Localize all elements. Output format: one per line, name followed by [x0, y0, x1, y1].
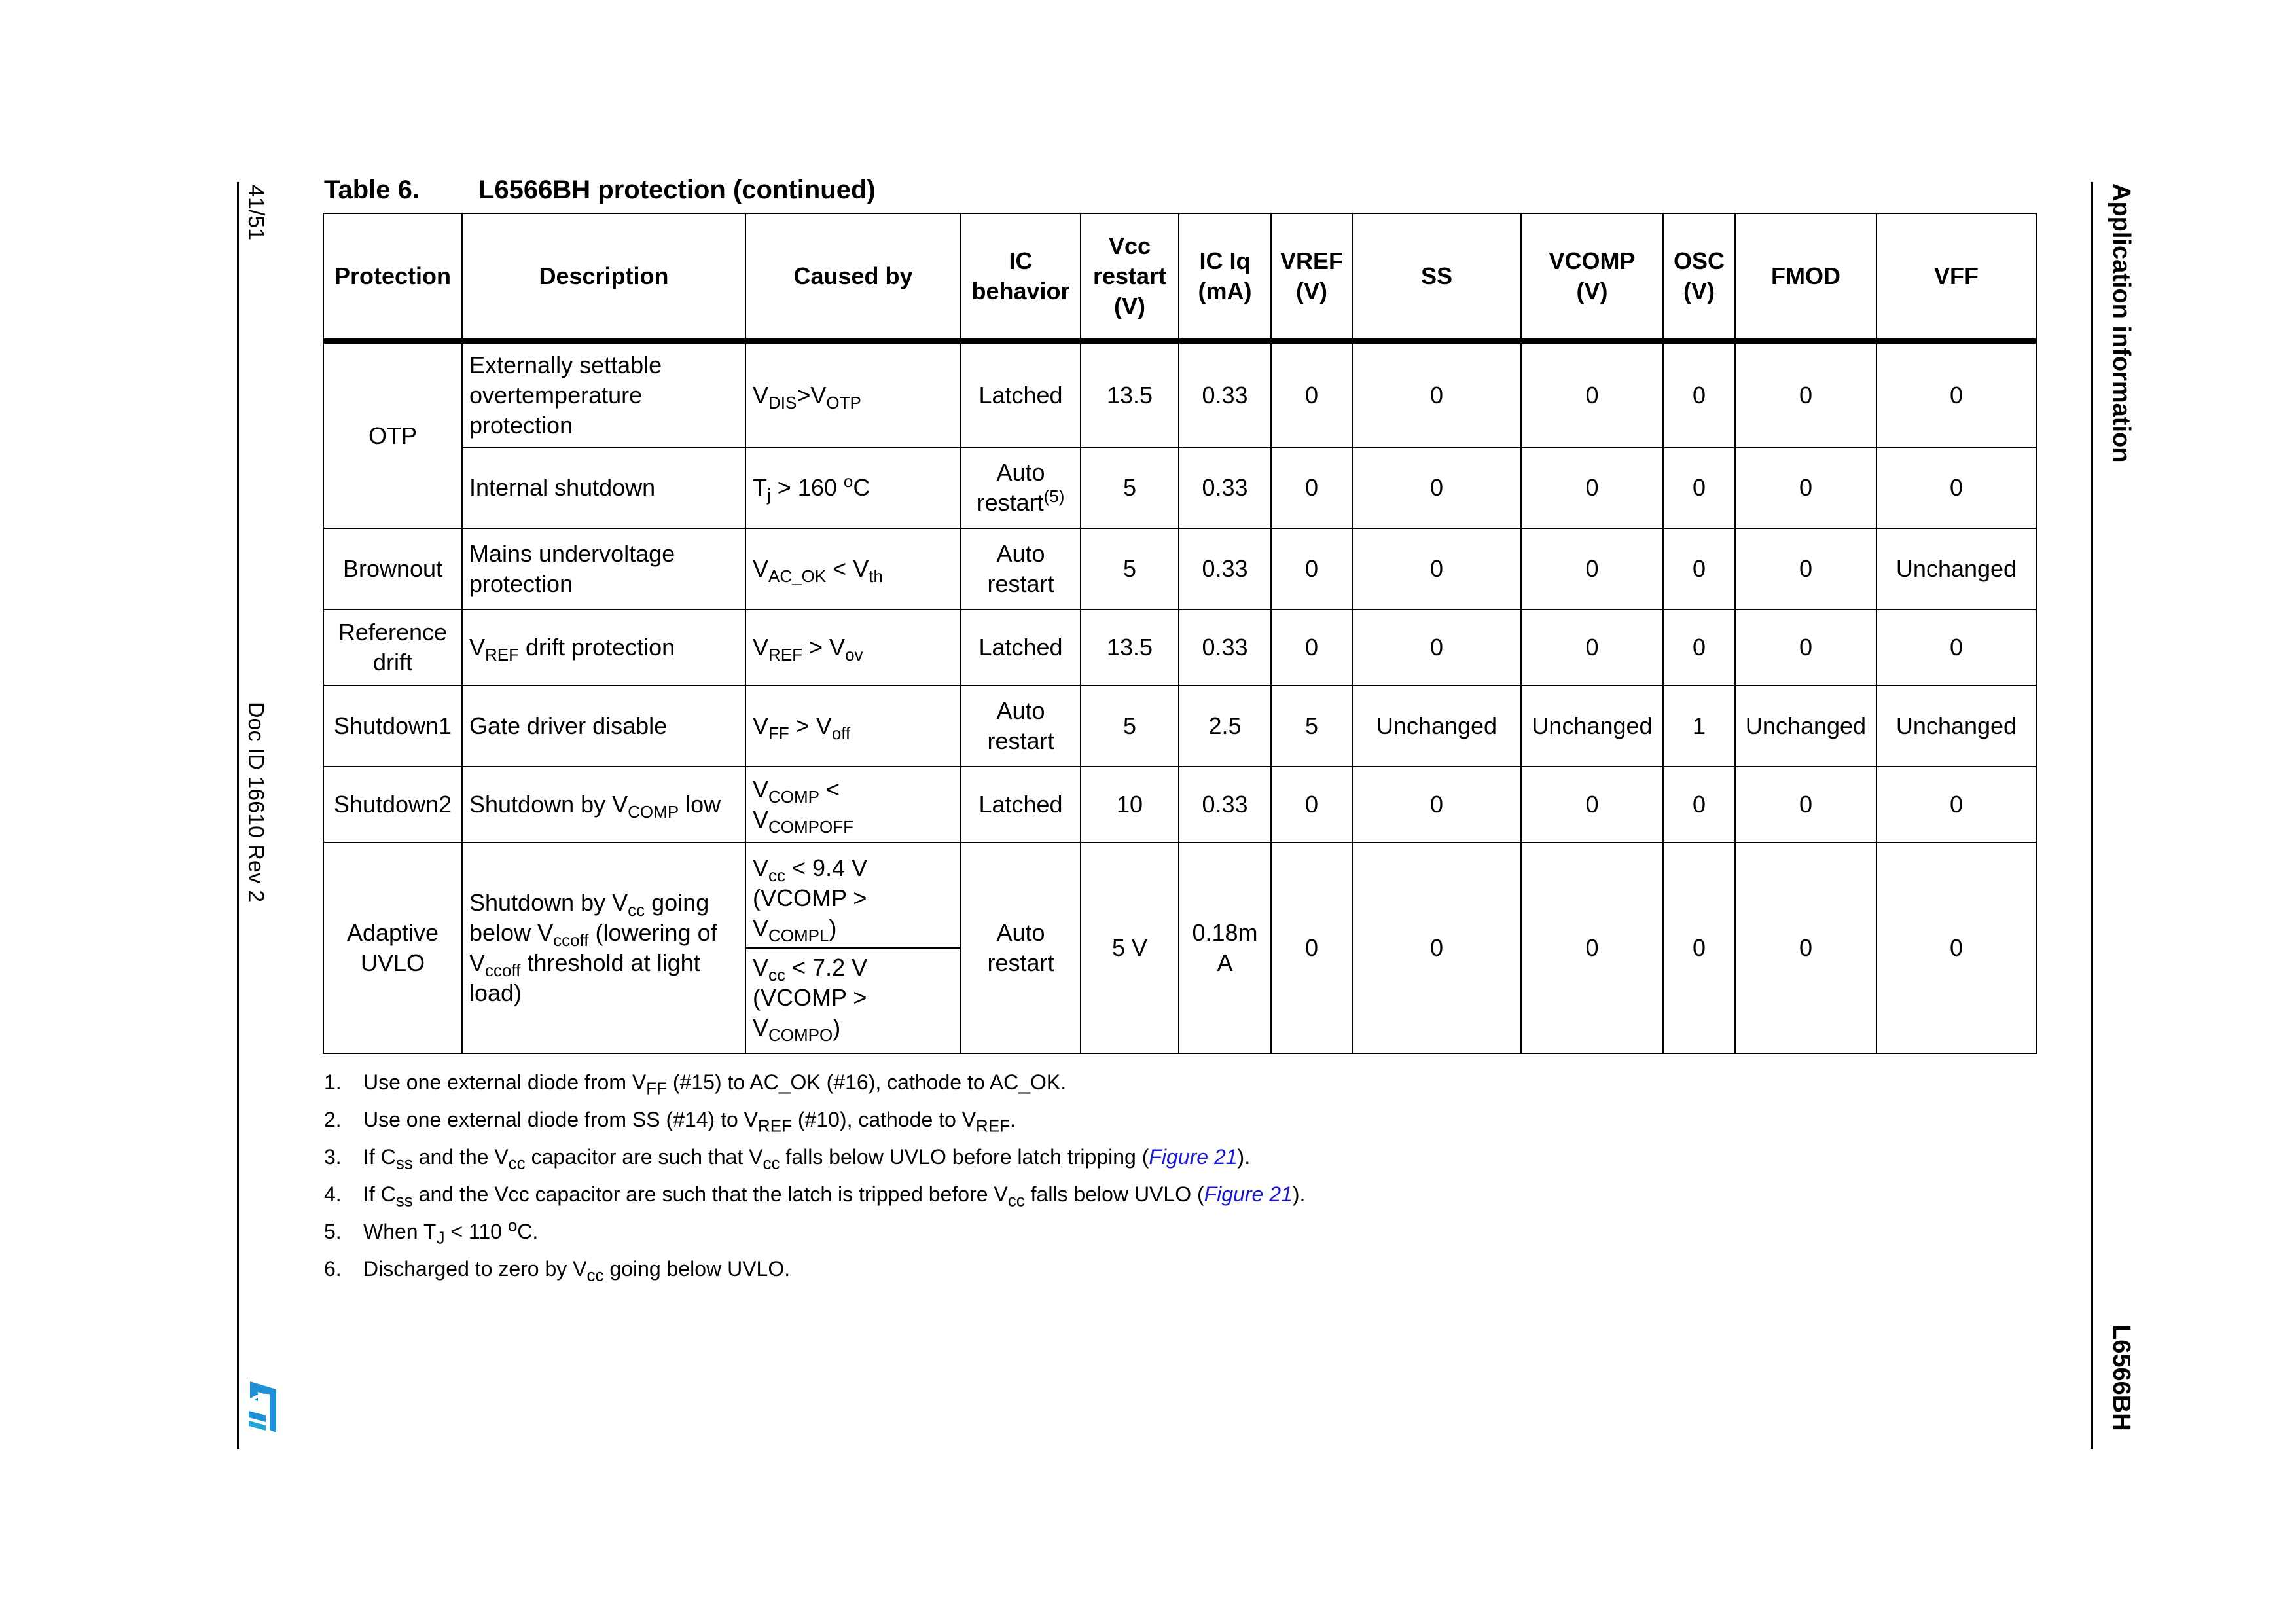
figure-21-link[interactable]: Figure 21 — [1149, 1145, 1238, 1169]
cell-vcomp: 0 — [1521, 843, 1663, 1053]
protection-table — [323, 213, 2037, 1054]
cell-vff: 0 — [1876, 767, 2036, 843]
cell-vref: 0 — [1271, 610, 1352, 685]
cell-description: Gate driver disable — [462, 685, 745, 767]
cell-osc: 0 — [1663, 528, 1735, 610]
footnote-6: 6. Discharged to zero by $V_{cc}$ going below UVLO. — [324, 1257, 791, 1285]
table-row — [323, 447, 2036, 528]
cell-ss: 0 — [1352, 447, 1521, 528]
cell-protection: Brownout — [323, 528, 462, 610]
cell-fmod: 0 — [1735, 767, 1876, 843]
cell-vcomp: 0 — [1521, 610, 1663, 685]
cell-description: Shutdown by $V_{COMP}$ low — [462, 767, 745, 843]
cell-osc: 0 — [1663, 843, 1735, 1053]
cell-ic-behavior: Latched — [961, 341, 1081, 447]
footnote-5: 5. When $T_J < 110$ $^o$C. — [324, 1215, 539, 1248]
header-ic-iq: IC Iq (mA) — [1179, 213, 1271, 341]
cell-vcc-restart: 5 V — [1081, 843, 1179, 1053]
cell-vcomp: 0 — [1521, 447, 1663, 528]
cell-ic-iq: 0.33 — [1179, 447, 1271, 528]
cell-vff: 0 — [1876, 341, 2036, 447]
cell-ic-iq: 0.33 — [1179, 610, 1271, 685]
cell-vcc-restart: 5 — [1081, 685, 1179, 767]
cell-protection: Shutdown2 — [323, 767, 462, 843]
cell-ic-iq: 0.18mA — [1179, 843, 1271, 1053]
header-caused-by: Caused by — [745, 213, 961, 341]
caused-by-condition-1: $V_{cc} < 9.4$ V (VCOMP > $V_{COMPL}$) — [746, 849, 960, 949]
cell-fmod: 0 — [1735, 528, 1876, 610]
cell-vref: 5 — [1271, 685, 1352, 767]
cell-caused-by: $V_{REF} > V_{ov}$ — [745, 610, 961, 685]
cell-caused-by: $V_{DIS}>V_{OTP}$ — [745, 341, 961, 447]
header-protection: Protection — [323, 213, 462, 341]
footnotes — [324, 1064, 1305, 1288]
cell-vcc-restart: 10 — [1081, 767, 1179, 843]
cell-protection: Shutdown1 — [323, 685, 462, 767]
cell-ss: Unchanged — [1352, 685, 1521, 767]
cell-vref: 0 — [1271, 528, 1352, 610]
table-row — [323, 843, 2036, 1053]
cell-vcomp: Unchanged — [1521, 685, 1663, 767]
cell-caused-by — [745, 843, 961, 1053]
cell-vff: 0 — [1876, 843, 2036, 1053]
cell-ic-iq: 0.33 — [1179, 767, 1271, 843]
table-title: L6566BH protection (continued) — [478, 175, 876, 204]
cell-ic-iq: 0.33 — [1179, 528, 1271, 610]
cell-ss: 0 — [1352, 528, 1521, 610]
header-vcc-restart: Vcc restart (V) — [1081, 213, 1179, 341]
page-number: 41/51 — [243, 185, 268, 241]
header-vcomp: VCOMP (V) — [1521, 213, 1663, 341]
cell-ic-behavior: Auto restart — [961, 528, 1081, 610]
cell-description: Internal shutdown — [462, 447, 745, 528]
header-row — [323, 213, 2036, 341]
cell-fmod: 0 — [1735, 610, 1876, 685]
table-row — [323, 610, 2036, 685]
cell-vref: 0 — [1271, 843, 1352, 1053]
cell-osc: 0 — [1663, 610, 1735, 685]
header-osc: OSC (V) — [1663, 213, 1735, 341]
cell-vff: Unchanged — [1876, 685, 2036, 767]
cell-ic-behavior: Latched — [961, 610, 1081, 685]
cell-vcc-restart: 5 — [1081, 447, 1179, 528]
product-name: L6566BH — [2108, 1324, 2135, 1431]
cell-ic-behavior: Latched — [961, 767, 1081, 843]
doc-id: Doc ID 16610 Rev 2 — [243, 702, 268, 903]
cell-caused-by: $T_j > 160$ $^o$C — [745, 447, 961, 528]
cell-protection: Adaptive UVLO — [323, 843, 462, 1053]
footnote-4: 4. If $C_{ss}$ and the Vcc capacitor are such that the latch is tripped before $V_{cc}$ falls below UVLO (Figure 21). — [324, 1182, 1306, 1211]
cell-ss: 0 — [1352, 767, 1521, 843]
cell-osc: 0 — [1663, 447, 1735, 528]
caused-by-condition-2: $V_{cc} < 7.2$ V (VCOMP > $V_{COMPO}$) — [753, 954, 868, 1046]
section-title: Application information — [2108, 183, 2135, 463]
cell-protection: OTP — [323, 341, 462, 528]
table-number: Table 6. — [324, 175, 420, 204]
cell-ss: 0 — [1352, 843, 1521, 1053]
footnote-ref[interactable]: (5) — [1043, 486, 1065, 506]
cell-description: $V_{REF}$ drift protection — [462, 610, 745, 685]
table-row — [323, 341, 2036, 447]
cell-vcc-restart: 13.5 — [1081, 341, 1179, 447]
cell-fmod: 0 — [1735, 447, 1876, 528]
header-vref: VREF (V) — [1271, 213, 1352, 341]
cell-vref: 0 — [1271, 341, 1352, 447]
footnote-2: 2. Use one external diode from SS (#14) to $V_{REF}$ (#10), cathode to $V_{REF}$. — [324, 1108, 1016, 1136]
cell-ic-behavior: Auto restart — [961, 843, 1081, 1053]
cell-fmod: 0 — [1735, 843, 1876, 1053]
cell-vcomp: 0 — [1521, 767, 1663, 843]
header-ss: SS — [1352, 213, 1521, 341]
cell-ic-behavior: Auto restart — [961, 685, 1081, 767]
cell-vff: Unchanged — [1876, 528, 2036, 610]
figure-21-link[interactable]: Figure 21 — [1204, 1182, 1293, 1206]
right-margin-rule — [2091, 182, 2093, 1449]
footnote-3: 3. If $C_{ss}$ and the $V_{cc}$ capacitor are such that $V_{cc}$ falls below UVLO before latch tripping (Figure 21). — [324, 1145, 1251, 1173]
cell-ss: 0 — [1352, 610, 1521, 685]
cell-vcc-restart: 13.5 — [1081, 610, 1179, 685]
cell-caused-by: $V_{AC\_OK} < V_{th}$ — [745, 528, 961, 610]
cell-ic-iq: 2.5 — [1179, 685, 1271, 767]
cell-vcomp: 0 — [1521, 528, 1663, 610]
cell-description: Externally settable overtemperature protection — [462, 341, 745, 447]
st-logo-icon — [243, 1375, 284, 1437]
cell-vref: 0 — [1271, 767, 1352, 843]
cell-osc: 0 — [1663, 767, 1735, 843]
header-description: Description — [462, 213, 745, 341]
cell-description: Shutdown by $V_{cc}$ going below $V_{ccoff}$ (lowering of $V_{ccoff}$ threshold at light load) — [462, 843, 745, 1053]
header-fmod: FMOD — [1735, 213, 1876, 341]
cell-vcc-restart: 5 — [1081, 528, 1179, 610]
cell-protection: Reference drift — [323, 610, 462, 685]
table-row — [323, 528, 2036, 610]
cell-ss: 0 — [1352, 341, 1521, 447]
cell-ic-iq: 0.33 — [1179, 341, 1271, 447]
left-margin-rule — [237, 182, 239, 1449]
cell-vcomp: 0 — [1521, 341, 1663, 447]
footnote-1: 1. Use one external diode from $V_{FF}$ (#15) to AC_OK (#16), cathode to AC_OK. — [324, 1070, 1067, 1099]
table-row — [323, 685, 2036, 767]
cell-ic-behavior: Auto restart$^{(5)}$ — [961, 447, 1081, 528]
cell-caused-by: $V_{COMP}$ < $V_{COMPOFF}$ — [745, 767, 961, 843]
cell-osc: 1 — [1663, 685, 1735, 767]
cell-osc: 0 — [1663, 341, 1735, 447]
table-caption — [324, 175, 876, 205]
cell-vff: 0 — [1876, 447, 2036, 528]
cell-vref: 0 — [1271, 447, 1352, 528]
cell-vff: 0 — [1876, 610, 2036, 685]
cell-description: Mains undervoltage protection — [462, 528, 745, 610]
header-vff: VFF — [1876, 213, 2036, 341]
header-ic-behavior: IC behavior — [961, 213, 1081, 341]
cell-fmod: 0 — [1735, 341, 1876, 447]
cell-caused-by: $V_{FF} > V_{off}$ — [745, 685, 961, 767]
table-row — [323, 767, 2036, 843]
cell-fmod: Unchanged — [1735, 685, 1876, 767]
